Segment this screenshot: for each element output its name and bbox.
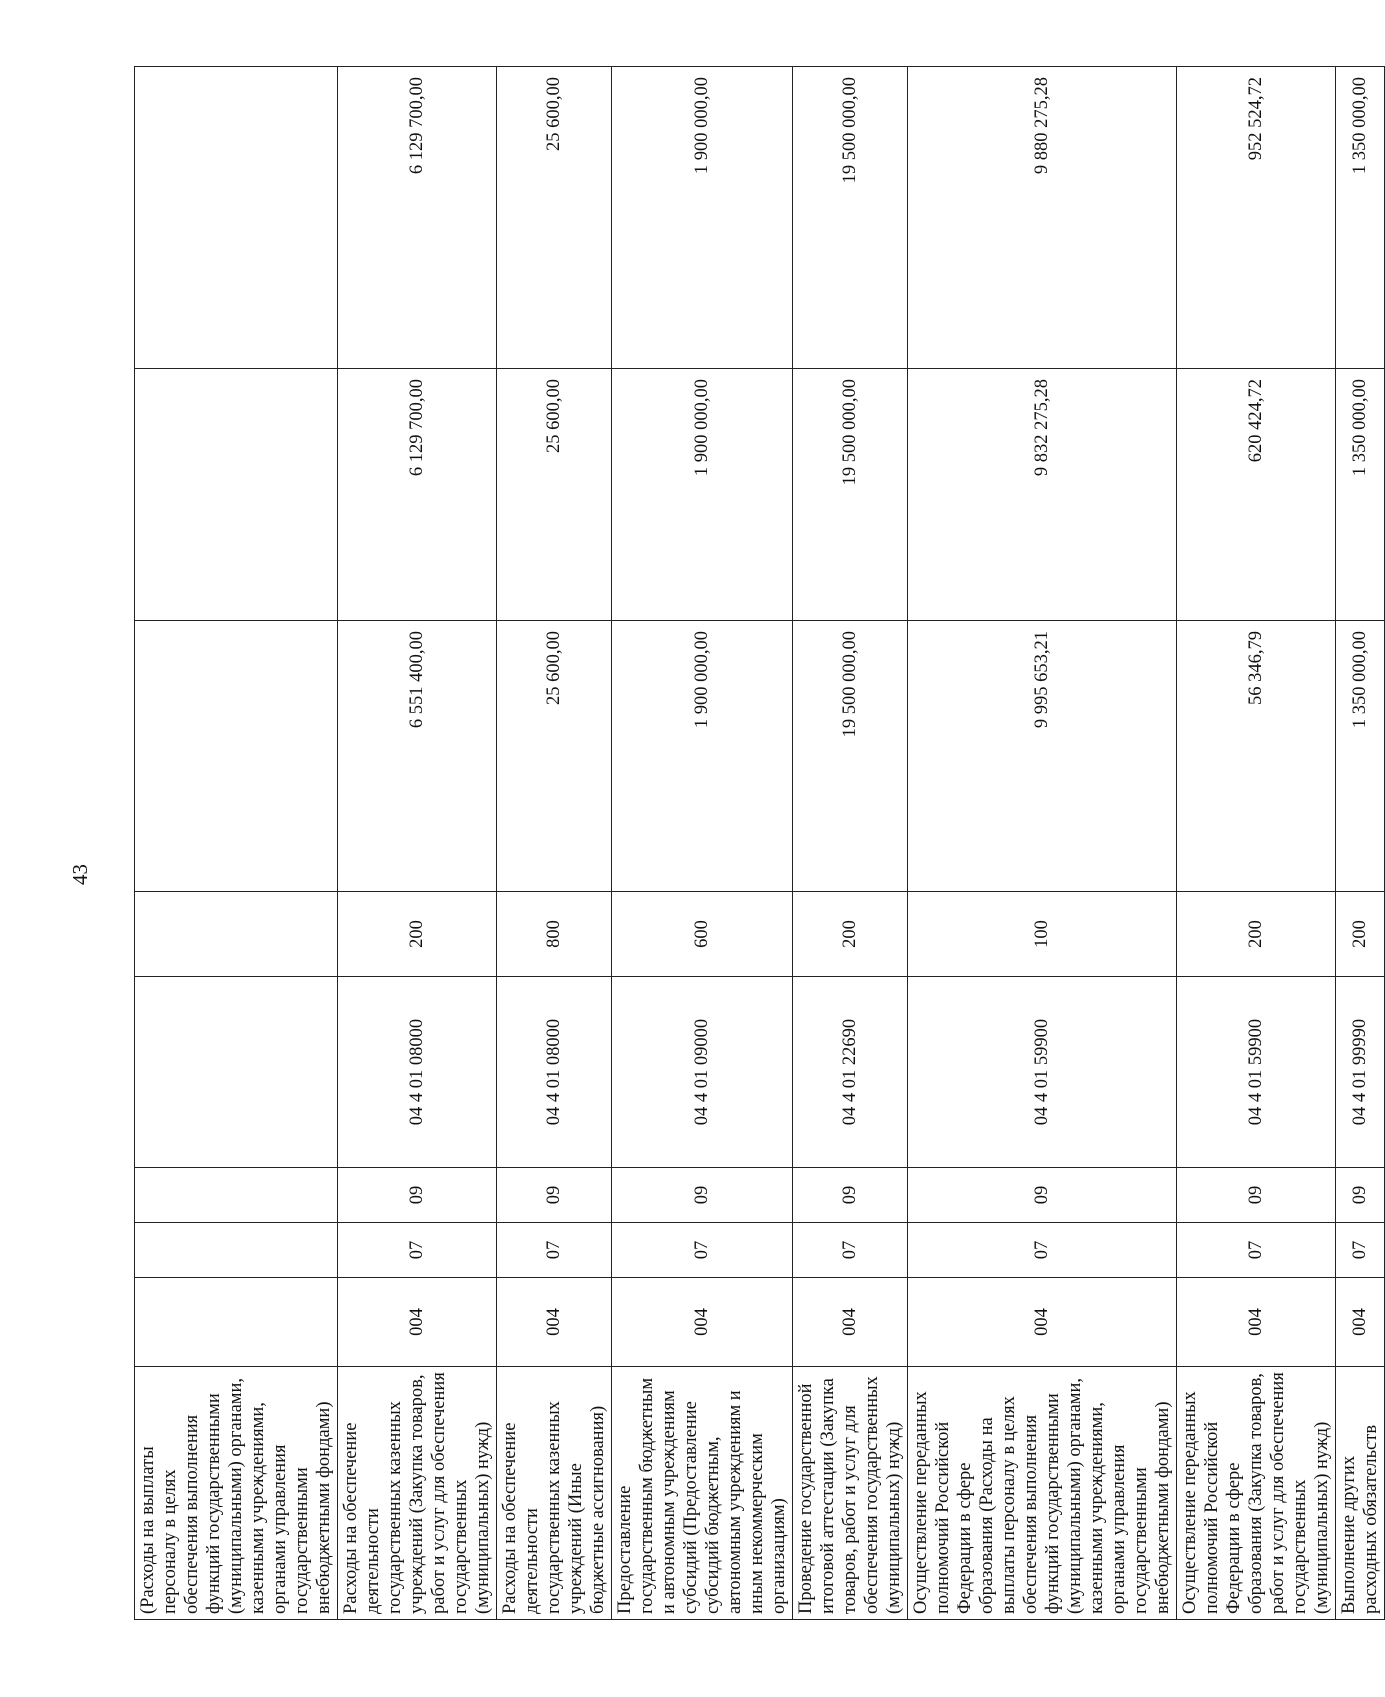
row-description: Выполнение других расходных обязательств — [1336, 1367, 1385, 1620]
row-sum-1: 19 500 000,00 — [793, 621, 908, 892]
row-sum-2: 25 600,00 — [497, 369, 612, 621]
row-subsection: 09 — [793, 1168, 908, 1223]
row-description: Расходы на обеспечение деятельности государственных казенных учреждений (Закупка товаров, работ и услуг для обеспечения государственных (муниципальных) нужд) — [338, 1367, 497, 1620]
row-admin-code: 004 — [908, 1278, 1177, 1367]
row-sum-2: 1 900 000,00 — [612, 369, 793, 621]
row-target-article: 04 4 01 59900 — [908, 977, 1177, 1168]
row-expense-type: 200 — [793, 892, 908, 977]
row-sum-3: 952 524,72 — [1177, 67, 1336, 369]
row-sum-1: 6 551 400,00 — [338, 621, 497, 892]
row-description: (Расходы на выплаты персоналу в целях обеспечения выполнения функций государственными (муниципальными) органами, казенными учреждениями, органами управления государственными внебюджетными фондами) — [135, 1367, 338, 1620]
row-section: 07 — [908, 1223, 1177, 1278]
row-subsection — [135, 1168, 338, 1223]
row-section: 07 — [793, 1223, 908, 1278]
row-sum-2: 19 500 000,00 — [793, 369, 908, 621]
row-section: 07 — [612, 1223, 793, 1278]
row-description: Проведение государственной итоговой аттестации (Закупка товаров, работ и услуг для обеспечения государственных (муниципальных) нужд) — [793, 1367, 908, 1620]
row-sum-3: 6 129 700,00 — [338, 67, 497, 369]
row-expense-type: 600 — [612, 892, 793, 977]
row-target-article — [135, 977, 338, 1168]
row-sum-3: 9 880 275,28 — [908, 67, 1177, 369]
table-row — [135, 67, 338, 1620]
row-description: Предоставление государственным бюджетным и автономным учреждениям субсидий (Предоставление субсидий бюджетным, автономным учреждениям и иным некоммерческим организациям) — [612, 1367, 793, 1620]
row-description: Осуществление переданных полномочий Российской Федерации в сфере образования (Расходы на выплаты персоналу в целях обеспечения выполнения функций государственными (муниципальными) органами, казенными учреждениями, органами управления государственными внебюджетными фондами) — [908, 1367, 1177, 1620]
row-target-article: 04 4 01 09000 — [612, 977, 793, 1168]
row-sum-2 — [135, 369, 338, 621]
row-sum-3 — [135, 67, 338, 369]
row-target-article: 04 4 01 99990 — [1336, 977, 1385, 1168]
table-row — [497, 67, 612, 1620]
row-sum-1: 25 600,00 — [497, 621, 612, 892]
row-expense-type: 200 — [1177, 892, 1336, 977]
row-subsection: 09 — [1177, 1168, 1336, 1223]
row-subsection: 09 — [497, 1168, 612, 1223]
budget-table — [134, 66, 1385, 1620]
row-description: Осуществление переданных полномочий Российской Федерации в сфере образования (Закупка товаров, работ и услуг для обеспечения государственных (муниципальных) нужд) — [1177, 1367, 1336, 1620]
row-sum-2: 620 424,72 — [1177, 369, 1336, 621]
row-admin-code: 004 — [1336, 1278, 1385, 1367]
row-section — [135, 1223, 338, 1278]
row-sum-2: 6 129 700,00 — [338, 369, 497, 621]
row-section: 07 — [1336, 1223, 1385, 1278]
row-sum-1: 56 346,79 — [1177, 621, 1336, 892]
table-row — [1177, 67, 1336, 1620]
row-sum-3: 19 500 000,00 — [793, 67, 908, 369]
row-expense-type — [135, 892, 338, 977]
row-target-article: 04 4 01 08000 — [497, 977, 612, 1168]
row-target-article: 04 4 01 59900 — [1177, 977, 1336, 1168]
row-sum-1: 1 350 000,00 — [1336, 621, 1385, 892]
row-admin-code — [135, 1278, 338, 1367]
row-admin-code: 004 — [612, 1278, 793, 1367]
row-expense-type: 800 — [497, 892, 612, 977]
row-subsection: 09 — [612, 1168, 793, 1223]
row-admin-code: 004 — [1177, 1278, 1336, 1367]
row-target-article: 04 4 01 08000 — [338, 977, 497, 1168]
row-sum-2: 1 350 000,00 — [1336, 369, 1385, 621]
row-subsection: 09 — [908, 1168, 1177, 1223]
row-sum-3: 1 900 000,00 — [612, 67, 793, 369]
row-admin-code: 004 — [793, 1278, 908, 1367]
row-subsection: 09 — [338, 1168, 497, 1223]
page-number: 43 — [68, 864, 92, 885]
table-row — [612, 67, 793, 1620]
row-sum-3: 1 350 000,00 — [1336, 67, 1385, 369]
row-description: Расходы на обеспечение деятельности государственных казенных учреждений (Иные бюджетные ассигнования) — [497, 1367, 612, 1620]
row-sum-3: 25 600,00 — [497, 67, 612, 369]
rotated-page-content — [134, 67, 1381, 1620]
row-sum-1 — [135, 621, 338, 892]
table-row — [1336, 67, 1385, 1620]
row-target-article: 04 4 01 22690 — [793, 977, 908, 1168]
table-row — [908, 67, 1177, 1620]
row-admin-code: 004 — [338, 1278, 497, 1367]
row-expense-type: 200 — [338, 892, 497, 977]
row-sum-2: 9 832 275,28 — [908, 369, 1177, 621]
row-admin-code: 004 — [497, 1278, 612, 1367]
row-subsection: 09 — [1336, 1168, 1385, 1223]
row-section: 07 — [497, 1223, 612, 1278]
row-sum-1: 1 900 000,00 — [612, 621, 793, 892]
table-row — [793, 67, 908, 1620]
row-section: 07 — [1177, 1223, 1336, 1278]
row-section: 07 — [338, 1223, 497, 1278]
row-sum-1: 9 995 653,21 — [908, 621, 1177, 892]
row-expense-type: 200 — [1336, 892, 1385, 977]
row-expense-type: 100 — [908, 892, 1177, 977]
table-row — [338, 67, 497, 1620]
